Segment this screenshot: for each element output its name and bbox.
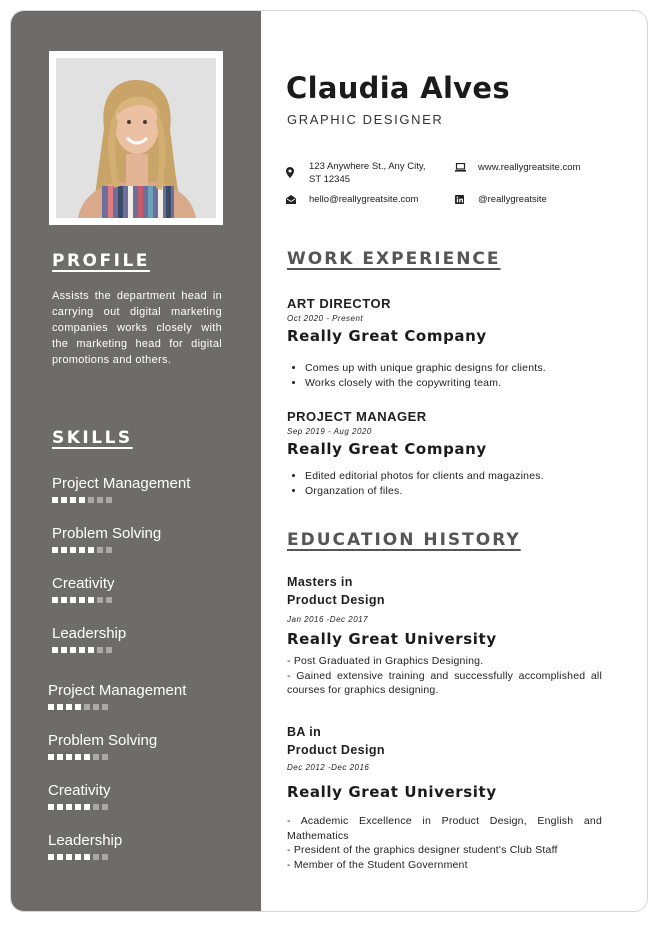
education-notes xyxy=(287,654,602,698)
skill-dot-empty xyxy=(84,704,90,710)
skill-dot-empty xyxy=(93,804,99,810)
profile-photo-image xyxy=(56,58,216,218)
skill-dot-filled xyxy=(88,647,94,653)
education-dates: Jan 2016 -Dec 2017 xyxy=(287,615,369,624)
social-handle[interactable]: @reallygreatsite xyxy=(478,194,547,205)
contact-address xyxy=(286,160,446,188)
profile-heading: PROFILE xyxy=(52,251,150,271)
degree-line: Masters in xyxy=(287,575,353,589)
skill-level xyxy=(48,704,186,710)
contact-social xyxy=(455,193,635,207)
skill-dot-filled xyxy=(66,754,72,760)
skill-dot-filled xyxy=(48,854,54,860)
person-name: Claudia Alves xyxy=(286,71,510,105)
skill-dot-empty xyxy=(97,597,103,603)
skill-item xyxy=(48,782,111,810)
sidebar xyxy=(11,11,261,911)
skill-dot-empty xyxy=(106,497,112,503)
skill-name: Problem Solving xyxy=(48,732,158,749)
location-pin-icon xyxy=(286,167,294,178)
degree-line: Product Design xyxy=(287,593,385,607)
skill-dot-filled xyxy=(75,754,81,760)
skill-dot-filled xyxy=(57,704,63,710)
job-dates: Oct 2020 - Present xyxy=(287,314,364,323)
skill-dot-filled xyxy=(79,497,85,503)
skill-dot-empty xyxy=(106,597,112,603)
education-note: - Post Graduated in Graphics Designing. xyxy=(287,655,484,667)
profile-text: Assists the department head in carrying out digital marketing companies works closely with the marketing head for digital promotions and others. xyxy=(52,290,222,366)
degree-title xyxy=(287,573,385,609)
skill-level xyxy=(48,754,157,760)
skill-name: Problem Solving xyxy=(52,525,162,542)
skill-dot-filled xyxy=(66,804,72,810)
company-name: Really Great Company xyxy=(287,327,487,345)
skill-dot-empty xyxy=(102,754,108,760)
skill-dot-empty xyxy=(102,704,108,710)
skill-dot-filled xyxy=(57,754,63,760)
skill-dot-filled xyxy=(48,804,54,810)
skill-dot-filled xyxy=(52,497,58,503)
job-title: PROJECT MANAGER xyxy=(287,409,427,424)
skill-name: Project Management xyxy=(52,475,191,492)
skill-dot-filled xyxy=(84,754,90,760)
skill-item xyxy=(48,682,186,710)
skills-heading: SKILLS xyxy=(52,428,133,448)
skill-dot-filled xyxy=(79,547,85,553)
skill-dot-filled xyxy=(48,704,54,710)
skill-dot-filled xyxy=(88,597,94,603)
job-bullet: • Edited editorial photos for clients and magazines. xyxy=(305,469,544,484)
education-note: - Academic Excellence in Product Design, English and Mathematics xyxy=(287,815,602,842)
email-icon xyxy=(286,195,296,204)
skill-dot-empty xyxy=(97,547,103,553)
job-bullets xyxy=(287,469,544,499)
job-bullet: • Organzation of files. xyxy=(305,484,544,499)
skill-dot-empty xyxy=(106,547,112,553)
skill-dot-filled xyxy=(70,647,76,653)
skill-dot-filled xyxy=(66,704,72,710)
skill-dot-filled xyxy=(84,854,90,860)
skill-dot-filled xyxy=(61,647,67,653)
skill-dot-empty xyxy=(102,804,108,810)
education-note: - Gained extensive training and successfully accomplished all courses for graphics designing. xyxy=(287,669,602,696)
skill-dot-filled xyxy=(75,854,81,860)
skill-level xyxy=(52,597,115,603)
skill-dot-filled xyxy=(57,854,63,860)
skill-dot-filled xyxy=(61,497,67,503)
skill-dot-filled xyxy=(70,497,76,503)
skill-dot-filled xyxy=(79,597,85,603)
main-content xyxy=(261,11,647,911)
education-dates: Dec 2012 -Dec 2016 xyxy=(287,763,370,772)
contact-website xyxy=(455,161,635,175)
skill-item xyxy=(52,475,190,503)
skill-level xyxy=(52,647,126,653)
skill-dot-empty xyxy=(88,497,94,503)
skill-dot-filled xyxy=(70,547,76,553)
education-note: - Member of the Student Government xyxy=(287,858,468,871)
education-notes xyxy=(287,814,602,872)
skill-level xyxy=(48,854,122,860)
skill-dot-empty xyxy=(93,754,99,760)
job-bullet: • Comes up with unique graphic designs for clients. xyxy=(305,361,546,376)
skill-name: Leadership xyxy=(52,625,127,642)
skill-dot-filled xyxy=(52,647,58,653)
skill-dot-filled xyxy=(88,547,94,553)
education-heading: EDUCATION HISTORY xyxy=(287,530,521,550)
skill-dot-empty xyxy=(106,647,112,653)
skill-dot-filled xyxy=(70,597,76,603)
job-title: ART DIRECTOR xyxy=(287,296,391,311)
degree-line: BA in xyxy=(287,725,322,739)
contact-email xyxy=(286,193,446,207)
skill-name: Leadership xyxy=(48,832,123,849)
school-name: Really Great University xyxy=(287,783,497,801)
skill-dot-empty xyxy=(97,497,103,503)
skill-dot-filled xyxy=(75,804,81,810)
school-name: Really Great University xyxy=(287,630,497,648)
job-role: GRAPHIC DESIGNER xyxy=(287,112,444,127)
job-dates: Sep 2019 - Aug 2020 xyxy=(287,427,372,436)
skill-dot-empty xyxy=(97,647,103,653)
skill-dot-filled xyxy=(66,854,72,860)
address-text: 123 Anywhere St., Any City, ST 12345 xyxy=(309,161,426,185)
skill-dot-filled xyxy=(61,597,67,603)
skill-item xyxy=(52,575,115,603)
skill-dot-filled xyxy=(52,547,58,553)
skill-name: Project Management xyxy=(48,682,187,699)
skill-dot-empty xyxy=(93,704,99,710)
linkedin-icon xyxy=(455,195,464,204)
skill-dot-empty xyxy=(102,854,108,860)
skill-item xyxy=(48,732,157,760)
skill-dot-empty xyxy=(93,854,99,860)
degree-title xyxy=(287,723,385,759)
skill-name: Creativity xyxy=(52,575,115,592)
skill-dot-filled xyxy=(75,704,81,710)
skill-level xyxy=(52,547,161,553)
skill-dot-filled xyxy=(48,754,54,760)
skill-item xyxy=(52,625,126,653)
education-note: - President of the graphics designer student's Club Staff xyxy=(287,844,558,856)
job-bullets xyxy=(287,361,546,391)
skill-dot-filled xyxy=(52,597,58,603)
laptop-icon xyxy=(455,163,466,172)
job-bullet: • Works closely with the copywriting team. xyxy=(305,376,546,391)
profile-photo xyxy=(49,51,223,225)
email-link[interactable]: hello@reallygreatsite.com xyxy=(309,194,419,205)
resume-card xyxy=(10,10,648,912)
skill-level xyxy=(48,804,111,810)
skill-name: Creativity xyxy=(48,782,111,799)
website-link[interactable]: www.reallygreatsite.com xyxy=(478,162,581,173)
company-name: Really Great Company xyxy=(287,440,487,458)
skill-dot-filled xyxy=(79,647,85,653)
degree-line: Product Design xyxy=(287,743,385,757)
skill-item xyxy=(48,832,122,860)
skill-dot-filled xyxy=(84,804,90,810)
work-experience-heading: WORK EXPERIENCE xyxy=(287,249,501,269)
skill-dot-filled xyxy=(57,804,63,810)
skill-dot-filled xyxy=(61,547,67,553)
skill-item xyxy=(52,525,161,553)
skill-level xyxy=(52,497,190,503)
